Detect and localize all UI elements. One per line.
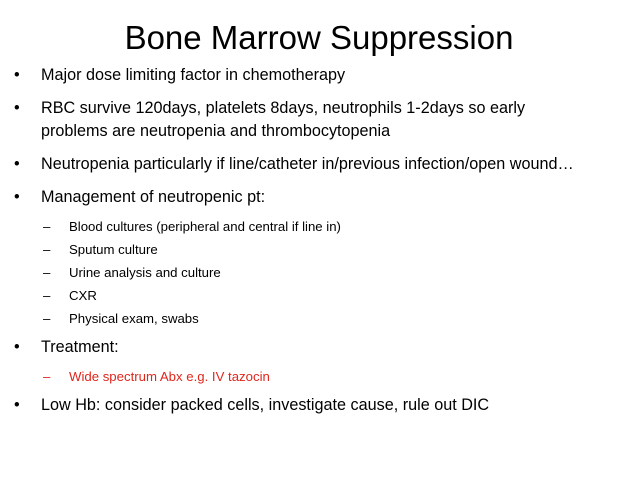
sub-item-text: Physical exam, swabs [69,311,199,326]
sub-item-text: Urine analysis and culture [69,265,221,280]
bullet-item [0,97,638,143]
management-sublist [0,215,638,330]
dash-marker: – [43,369,51,384]
bullet-text: Neutropenia particularly if line/catheter in/previous infection/open wound… [41,155,574,173]
treatment-sublist [0,365,638,388]
sub-item [0,261,638,284]
dash-marker: – [43,311,51,326]
bullet-item [0,64,638,87]
sub-item-text: Wide spectrum Abx e.g. IV tazocin [69,369,270,384]
sub-item [0,307,638,330]
bullet-item [0,336,638,359]
bullet-list [0,64,638,427]
bullet-marker: • [14,66,20,84]
sub-item [0,215,638,238]
bullet-item [0,153,638,176]
bullet-text: Low Hb: consider packed cells, investigate cause, rule out DIC [41,396,490,414]
bullet-marker: • [14,99,20,117]
dash-marker: – [43,219,51,234]
bullet-item [0,394,638,417]
bullet-marker: • [14,155,20,173]
sub-item [0,238,638,261]
dash-marker: – [43,265,51,280]
sub-item-text: Sputum culture [69,242,158,257]
slide-title: Bone Marrow Suppression [124,19,514,56]
bullet-marker: • [14,396,20,414]
sub-item-highlighted [0,365,638,388]
bullet-marker: • [14,188,20,206]
dash-marker: – [43,288,51,303]
bullet-text: Management of neutropenic pt: [41,188,266,206]
bullet-text: Treatment: [41,338,119,356]
bullet-text: Major dose limiting factor in chemotherapy [41,66,346,84]
sub-item [0,284,638,307]
bullet-marker: • [14,338,20,356]
sub-item-text: CXR [69,288,97,303]
sub-item-text: Blood cultures (peripheral and central if line in) [69,219,341,234]
bullet-item [0,186,638,209]
bullet-text: RBC survive 120days, platelets 8days, neutrophils 1-2days so early problems are neutropenia and thrombocytopenia [41,99,526,140]
dash-marker: – [43,242,51,257]
